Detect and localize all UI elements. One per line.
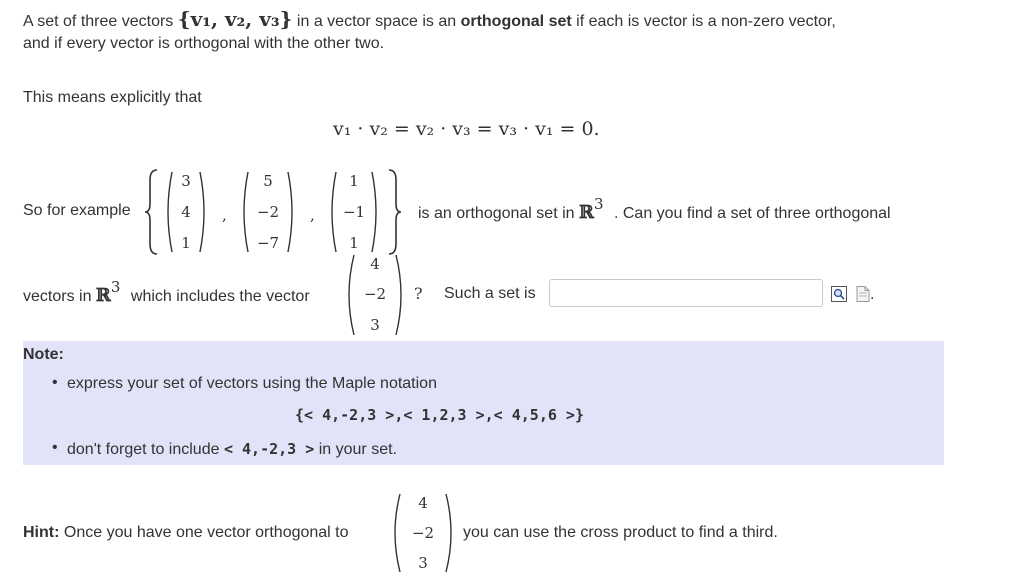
- intro-text-a: A set of three vectors: [23, 13, 174, 30]
- hint-line: [23, 524, 349, 542]
- explicit-label: This means explicitly that: [23, 89, 202, 106]
- orthogonal-set-term: orthogonal set: [460, 13, 572, 30]
- vector-entry: 3: [370, 316, 380, 334]
- note-bullet-1: express your set of vectors using the Maple notation: [67, 375, 437, 392]
- hint-label: Hint:: [23, 524, 60, 541]
- vector-entry: 4: [418, 494, 428, 512]
- example-vector-3: [326, 170, 382, 254]
- help-document-icon[interactable]: [856, 286, 870, 302]
- example-statement: [418, 195, 891, 223]
- vector-entry: 1: [181, 234, 191, 252]
- vector-entry: −2: [411, 524, 435, 542]
- example-vector-1: [162, 170, 210, 254]
- preview-icon[interactable]: [831, 286, 847, 302]
- note-bullet-2-text-b: in your set.: [318, 441, 397, 458]
- vector-entry: 3: [181, 172, 191, 190]
- intro-line-1: [23, 7, 836, 31]
- question-text-b: which includes the vector: [130, 288, 310, 305]
- intro-text-c: if each is vector is a non-zero vector,: [576, 13, 836, 30]
- vector-entry: 4: [370, 255, 380, 273]
- vector-entry: 1: [349, 234, 359, 252]
- real-space-symbol: ℝ: [95, 285, 111, 306]
- vector-entry: −1: [342, 203, 366, 221]
- required-vector-code: < 4,-2,3 >: [223, 440, 315, 458]
- real-space-symbol: ℝ: [579, 202, 594, 223]
- bullet-dot: •: [52, 439, 58, 456]
- question-statement: [23, 278, 310, 306]
- hint-vector: [388, 492, 458, 574]
- space-exponent: 3: [110, 278, 121, 296]
- trailing-period: .: [870, 286, 875, 303]
- comma: ,: [310, 206, 315, 224]
- maple-notation-example: {< 4,-2,3 >,< 1,2,3 >,< 4,5,6 >}: [295, 406, 584, 424]
- intro-line-2: and if every vector is orthogonal with the other two.: [23, 35, 385, 52]
- vector-set-expression: {v₁, v₂, v₃}: [177, 7, 293, 31]
- target-vector: [342, 253, 408, 337]
- example-text-b: . Can you find a set of three orthogonal: [613, 205, 891, 222]
- answer-prompt: Such a set is: [444, 285, 536, 302]
- bullet-dot: •: [52, 374, 58, 391]
- vector-entry: 3: [418, 554, 428, 572]
- right-brace: [386, 168, 402, 256]
- vector-entry: −7: [256, 234, 280, 252]
- vector-entry: 1: [349, 172, 359, 190]
- question-text-a: vectors in: [23, 288, 92, 305]
- vector-entry: −2: [363, 285, 387, 303]
- note-bullet-2: [67, 440, 397, 459]
- vector-entry: 4: [181, 203, 191, 221]
- hint-text-a: Once you have one vector orthogonal to: [63, 524, 349, 541]
- answer-input[interactable]: [549, 279, 823, 307]
- question-mark: ?: [414, 284, 423, 303]
- vector-entry: 5: [263, 172, 273, 190]
- example-text-a: is an orthogonal set in: [418, 205, 575, 222]
- intro-text-b: in a vector space is an: [296, 13, 457, 30]
- example-vector-2: [238, 170, 298, 254]
- space-exponent: 3: [593, 195, 604, 213]
- left-brace: [144, 168, 160, 256]
- example-label: So for example: [23, 202, 131, 219]
- hint-text-b: you can use the cross product to find a third.: [463, 524, 778, 541]
- vector-entry: −2: [256, 203, 280, 221]
- note-title: Note:: [23, 346, 64, 363]
- comma: ,: [222, 206, 227, 224]
- dot-product-equation: v₁ · v₂ = v₂ · v₃ = v₃ · v₁ = 0.: [333, 118, 600, 140]
- note-bullet-2-text-a: don't forget to include: [67, 441, 220, 458]
